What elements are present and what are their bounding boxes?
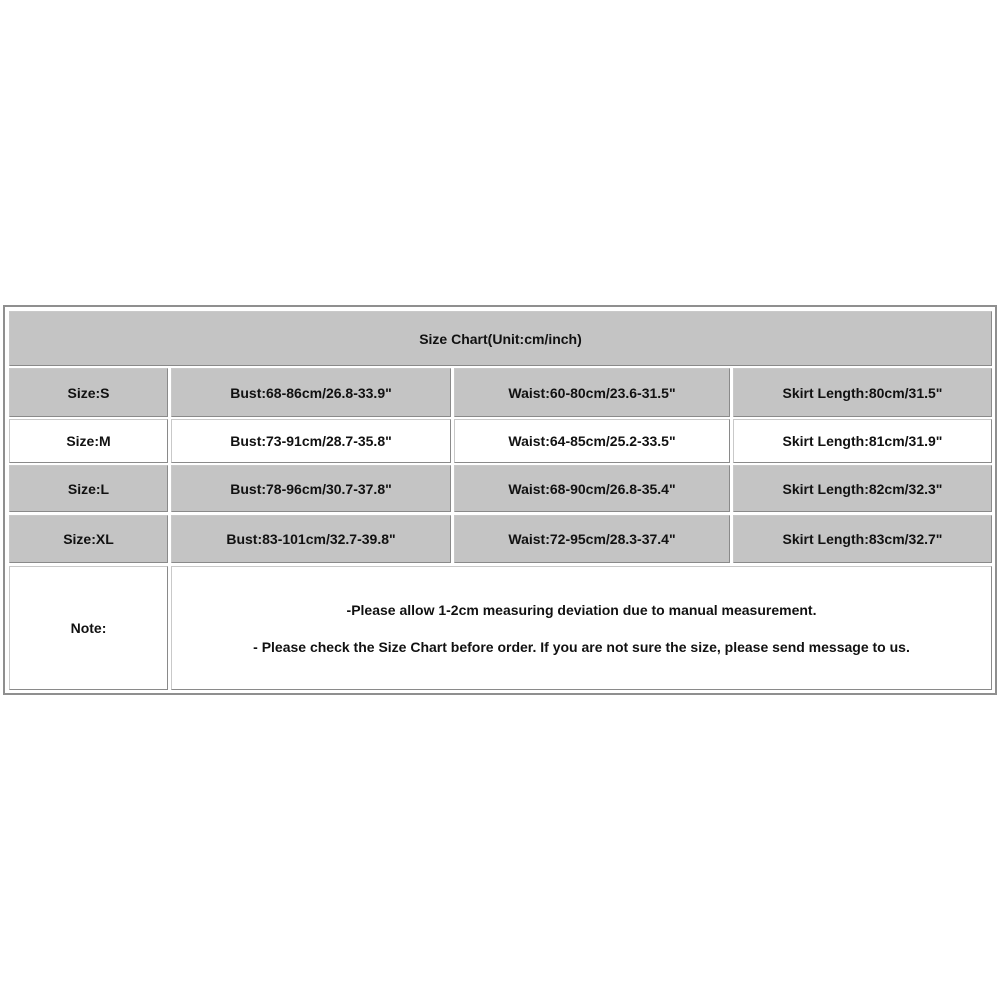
row-s-size: Size:S: [67, 384, 110, 401]
row-m-waist: Waist:64-85cm/25.2-33.5": [508, 433, 676, 449]
row-m-size: Size:M: [66, 433, 111, 449]
row-m-bust-cell: [171, 419, 451, 463]
row-l-bust: Bust:78-96cm/30.7-37.8": [230, 480, 392, 497]
row-s-bust-cell: [171, 368, 451, 417]
row-s-skirt-cell: [733, 368, 992, 417]
row-l-skirt: Skirt Length:82cm/32.3": [782, 480, 943, 497]
row-l-bust-cell: [171, 465, 451, 512]
row-s-waist: Waist:60-80cm/23.6-31.5": [508, 384, 676, 401]
row-xl-bust: Bust:83-101cm/32.7-39.8": [226, 531, 396, 547]
row-s-waist-cell: [454, 368, 730, 417]
row-s-skirt: Skirt Length:80cm/31.5": [782, 384, 943, 401]
note-line-2: - Please check the Size Chart before order. If you are not sure the size, please send message to us.: [253, 638, 910, 655]
row-xl-waist-cell: [454, 515, 730, 563]
row-m-skirt: Skirt Length:81cm/31.9": [782, 433, 943, 449]
size-chart-title: [9, 311, 992, 366]
size-chart-table: [3, 305, 997, 695]
row-m-bust: Bust:73-91cm/28.7-35.8": [230, 433, 392, 449]
row-s-size-cell: [9, 368, 168, 417]
row-m-waist-cell: [454, 419, 730, 463]
note-label: Note:: [70, 620, 107, 636]
note-body-cell: [171, 566, 992, 690]
row-m-skirt-cell: [733, 419, 992, 463]
row-xl-bust-cell: [171, 515, 451, 563]
row-xl-waist: Waist:72-95cm/28.3-37.4": [508, 531, 676, 547]
row-l-skirt-cell: [733, 465, 992, 512]
row-xl-skirt: Skirt Length:83cm/32.7": [782, 531, 943, 547]
row-xl-size: Size:XL: [63, 531, 114, 547]
row-xl-size-cell: [9, 515, 168, 563]
note-label-cell: [9, 566, 168, 690]
row-l-waist-cell: [454, 465, 730, 512]
row-l-waist: Waist:68-90cm/26.8-35.4": [508, 480, 676, 497]
row-m-size-cell: [9, 419, 168, 463]
row-s-bust: Bust:68-86cm/26.8-33.9": [230, 384, 392, 401]
row-xl-skirt-cell: [733, 515, 992, 563]
note-line-1: -Please allow 1-2cm measuring deviation due to manual measurement.: [346, 601, 817, 618]
size-chart-title-text: Size Chart(Unit:cm/inch): [419, 330, 582, 347]
row-l-size-cell: [9, 465, 168, 512]
row-l-size: Size:L: [67, 480, 110, 497]
